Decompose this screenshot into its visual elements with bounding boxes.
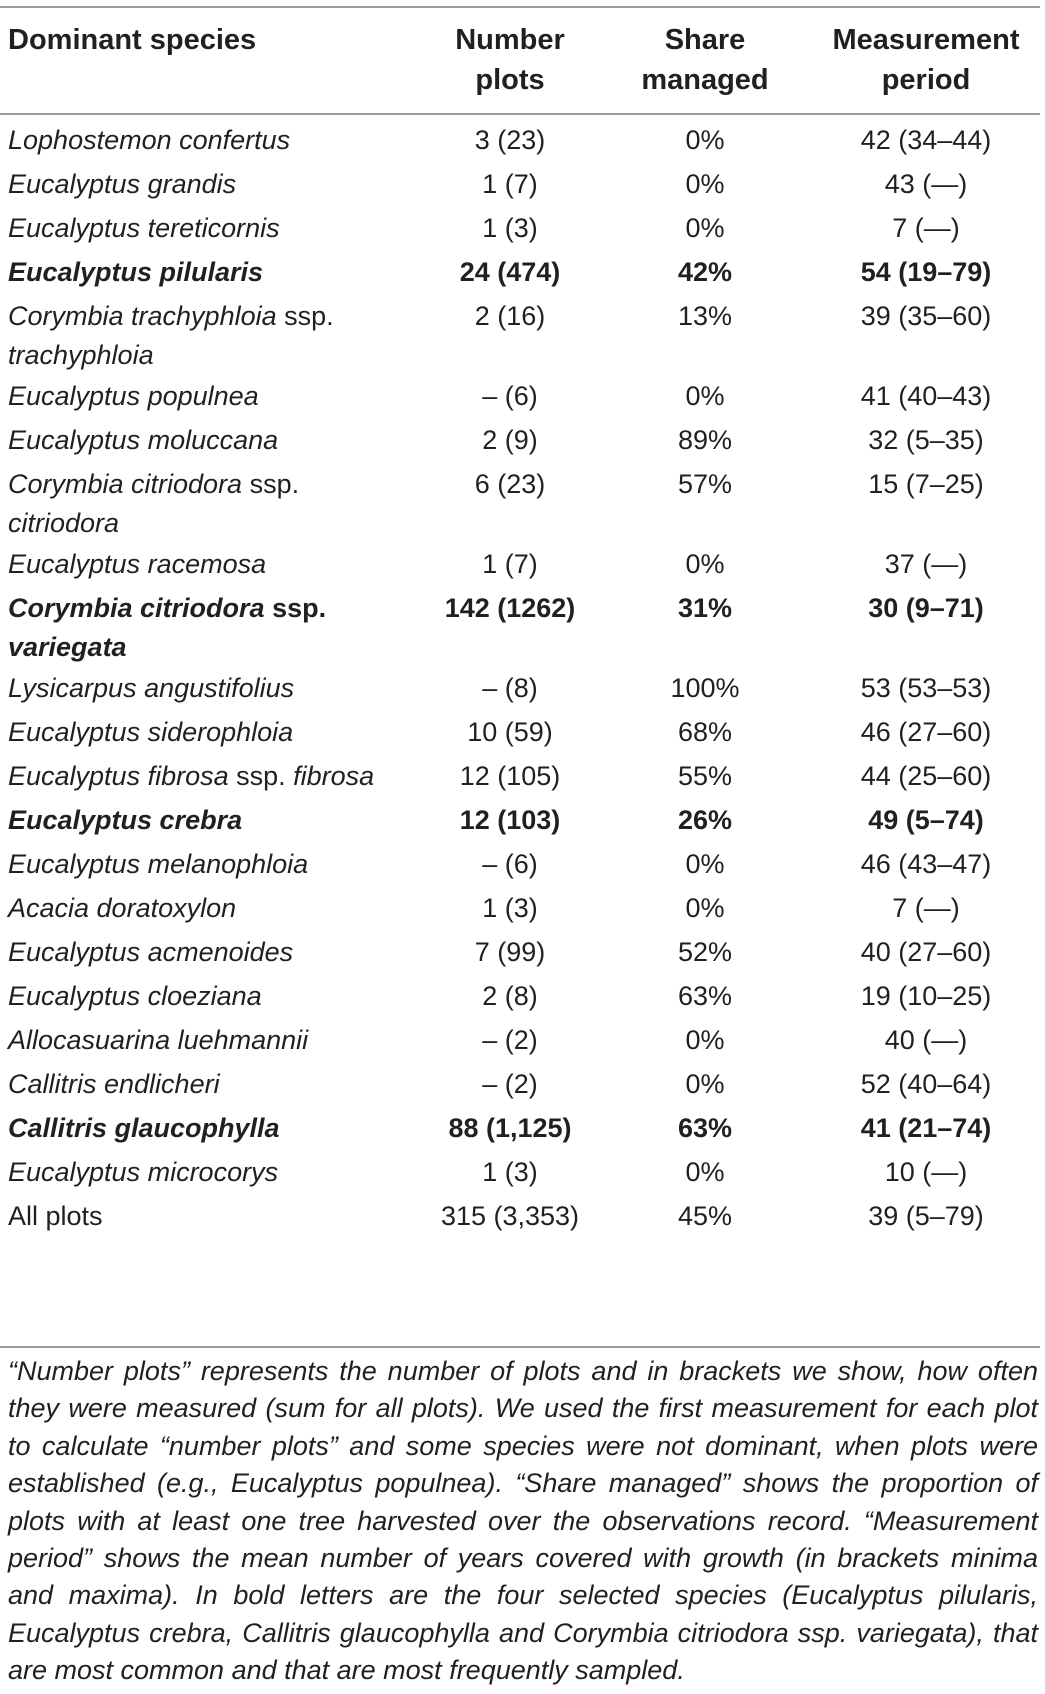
species-cell (8, 1109, 408, 1148)
share-managed-cell: 13% (677, 301, 733, 331)
header-dominant-species (8, 20, 256, 60)
species-name: Eucalyptus moluccana (8, 425, 279, 455)
share-managed-cell: 68% (677, 717, 733, 747)
species-name: Corymbia citriodora (8, 593, 265, 623)
table-footnote: “Number plots” represents the number of plots and in brackets we show, how often they were measured (sum for all plots). We used the first measurement for each plot to calculate “number plots” and some species were not dominant, when plots were established (e.g., Eucalyptus populnea). “Share managed” shows the proportion of plots with at least one tree harvested over the observations record. “Measurement period” shows the mean number of years covered with growth (in brackets minima and maxima). In bold letters are the four selected species (Eucalyptus pilularis, Eucalyptus crebra, Callitris glaucophylla and Corymbia citriodora ssp. variegata), that are most common and that are most frequently sampled. (8, 1356, 1038, 1686)
measurement-period-cell: 46 (43–47) (860, 849, 992, 879)
species-name: Corymbia trachyphloia (8, 301, 277, 331)
number-plots-cell: 142 (1262) (444, 593, 576, 623)
number-plots-cell: 315 (3,353) (440, 1201, 580, 1231)
number-plots-cell: 10 (59) (467, 717, 553, 747)
subspecies-name: variegata (8, 632, 127, 662)
measurement-period-cell: 44 (25–60) (860, 761, 992, 791)
species-name: Callitris glaucophylla (8, 1113, 280, 1143)
share-managed-cell: 0% (685, 125, 725, 155)
species-cell (8, 713, 408, 752)
species-cell (8, 253, 408, 292)
species-name: Eucalyptus cloeziana (8, 981, 262, 1011)
species-cell (8, 1153, 408, 1192)
subspecies-abbrev: ssp. (242, 469, 300, 499)
number-plots-cell: 1 (7) (482, 169, 538, 199)
species-cell (8, 933, 408, 972)
number-plots-cell: 2 (16) (474, 301, 546, 331)
number-plots-cell: 1 (3) (482, 213, 538, 243)
measurement-period-cell: 15 (7–25) (868, 469, 984, 499)
share-managed-cell: 52% (677, 937, 733, 967)
header-rule (0, 113, 1040, 115)
top-rule (0, 6, 1040, 8)
number-plots-cell: – (6) (482, 849, 538, 879)
header-number-plots (400, 20, 620, 100)
share-managed-cell: 0% (685, 1025, 725, 1055)
number-plots-cell: 6 (23) (474, 469, 546, 499)
species-cell (8, 297, 408, 375)
species-cell (8, 1021, 408, 1060)
species-name: Eucalyptus racemosa (8, 549, 267, 579)
species-cell (8, 1065, 408, 1104)
number-plots-cell: 24 (474) (459, 257, 561, 287)
species-name: Allocasuarina luehmannii (8, 1025, 309, 1055)
species-cell (8, 421, 408, 460)
share-managed-cell: 89% (677, 425, 733, 455)
number-plots-cell: 3 (23) (474, 125, 546, 155)
measurement-period-cell: 19 (10–25) (860, 981, 992, 1011)
subspecies-name: trachyphloia (8, 340, 154, 370)
number-plots-cell: – (8) (482, 673, 538, 703)
measurement-period-cell: 49 (5–74) (868, 805, 984, 835)
share-managed-cell: 0% (685, 849, 725, 879)
measurement-period-cell: 52 (40–64) (860, 1069, 992, 1099)
share-managed-cell: 100% (670, 673, 740, 703)
species-cell (8, 165, 408, 204)
share-managed-cell: 42% (677, 257, 733, 287)
measurement-period-cell: 43 (—) (884, 169, 968, 199)
species-cell (8, 121, 408, 160)
share-managed-cell: 0% (685, 893, 725, 923)
share-managed-cell: 63% (677, 1113, 733, 1143)
species-name: Lysicarpus angustifolius (8, 673, 295, 703)
measurement-period-cell: 32 (5–35) (868, 425, 984, 455)
measurement-period-cell: 37 (—) (884, 549, 968, 579)
subspecies-name: citriodora (8, 508, 120, 538)
species-cell (8, 889, 408, 928)
species-name: Acacia doratoxylon (8, 893, 237, 923)
measurement-period-cell: 46 (27–60) (860, 717, 992, 747)
number-plots-cell: – (6) (482, 381, 538, 411)
species-cell (8, 845, 408, 884)
species-cell (8, 977, 408, 1016)
number-plots-cell: 88 (1,125) (448, 1113, 572, 1143)
share-managed-cell: 0% (685, 549, 725, 579)
number-plots-cell: – (2) (482, 1069, 538, 1099)
species-cell (8, 465, 408, 543)
subspecies-abbrev: ssp. (276, 301, 334, 331)
share-managed-cell: 31% (677, 593, 733, 623)
header-species-text: Dominant species (8, 24, 257, 56)
species-name: Eucalyptus fibrosa (8, 761, 229, 791)
bottom-rule (0, 1346, 1040, 1348)
measurement-period-cell: 40 (27–60) (860, 937, 992, 967)
measurement-period-cell: 7 (—) (892, 893, 960, 923)
number-plots-cell: 12 (103) (459, 805, 561, 835)
header-number-plots-line2: plots (475, 64, 545, 96)
species-name: Eucalyptus populnea (8, 381, 259, 411)
number-plots-cell: 7 (99) (474, 937, 546, 967)
number-plots-cell: 12 (105) (459, 761, 561, 791)
species-name: Eucalyptus grandis (8, 169, 237, 199)
share-managed-cell: 0% (685, 1157, 725, 1187)
species-name: Eucalyptus microcorys (8, 1157, 279, 1187)
header-measurement-period-line1: Measurement (832, 24, 1020, 56)
number-plots-cell: 1 (3) (482, 893, 538, 923)
species-cell (8, 801, 408, 840)
measurement-period-cell: 54 (19–79) (860, 257, 992, 287)
measurement-period-cell: 10 (—) (884, 1157, 968, 1187)
header-measurement-period-line2: period (881, 64, 971, 96)
header-measurement-period (815, 20, 1037, 100)
share-managed-cell: 55% (677, 761, 733, 791)
header-share-managed-line2: managed (641, 64, 769, 96)
subspecies-abbrev: ssp. (264, 593, 327, 623)
measurement-period-cell: 39 (35–60) (860, 301, 992, 331)
species-cell (8, 377, 408, 416)
measurement-period-cell: 41 (40–43) (860, 381, 992, 411)
share-managed-cell: 63% (677, 981, 733, 1011)
species-cell (8, 669, 408, 708)
measurement-period-cell: 42 (34–44) (860, 125, 992, 155)
species-cell (8, 1197, 408, 1236)
subspecies-abbrev: ssp. (228, 761, 286, 791)
number-plots-cell: 2 (8) (482, 981, 538, 1011)
number-plots-cell: – (2) (482, 1025, 538, 1055)
measurement-period-cell: 39 (5–79) (868, 1201, 984, 1231)
share-managed-cell: 0% (685, 169, 725, 199)
species-cell (8, 545, 408, 584)
measurement-period-cell: 30 (9–71) (868, 593, 984, 623)
measurement-period-cell: 7 (—) (892, 213, 960, 243)
species-name: Eucalyptus acmenoides (8, 937, 294, 967)
species-name: Lophostemon confertus (8, 125, 291, 155)
number-plots-cell: 1 (3) (482, 1157, 538, 1187)
species-name: Callitris endlicheri (8, 1069, 220, 1099)
share-managed-cell: 57% (677, 469, 733, 499)
species-cell (8, 589, 408, 667)
species-name: Eucalyptus tereticornis (8, 213, 280, 243)
share-managed-cell: 0% (685, 213, 725, 243)
measurement-period-cell: 53 (53–53) (860, 673, 992, 703)
measurement-period-cell: 40 (—) (884, 1025, 968, 1055)
species-cell (8, 757, 408, 796)
measurement-period-cell: 41 (21–74) (860, 1113, 992, 1143)
header-number-plots-line1: Number (455, 24, 565, 56)
header-share-managed (615, 20, 795, 100)
subspecies-name: fibrosa (285, 761, 375, 791)
species-name: Eucalyptus pilularis (8, 257, 264, 287)
species-name: All plots (8, 1201, 103, 1231)
share-managed-cell: 45% (677, 1201, 733, 1231)
species-cell (8, 209, 408, 248)
species-name: Eucalyptus crebra (8, 805, 243, 835)
header-share-managed-line1: Share (664, 24, 746, 56)
number-plots-cell: 1 (7) (482, 549, 538, 579)
number-plots-cell: 2 (9) (482, 425, 538, 455)
species-name: Eucalyptus melanophloia (8, 849, 309, 879)
species-name: Corymbia citriodora (8, 469, 243, 499)
share-managed-cell: 26% (677, 805, 733, 835)
share-managed-cell: 0% (685, 381, 725, 411)
species-name: Eucalyptus siderophloia (8, 717, 294, 747)
share-managed-cell: 0% (685, 1069, 725, 1099)
